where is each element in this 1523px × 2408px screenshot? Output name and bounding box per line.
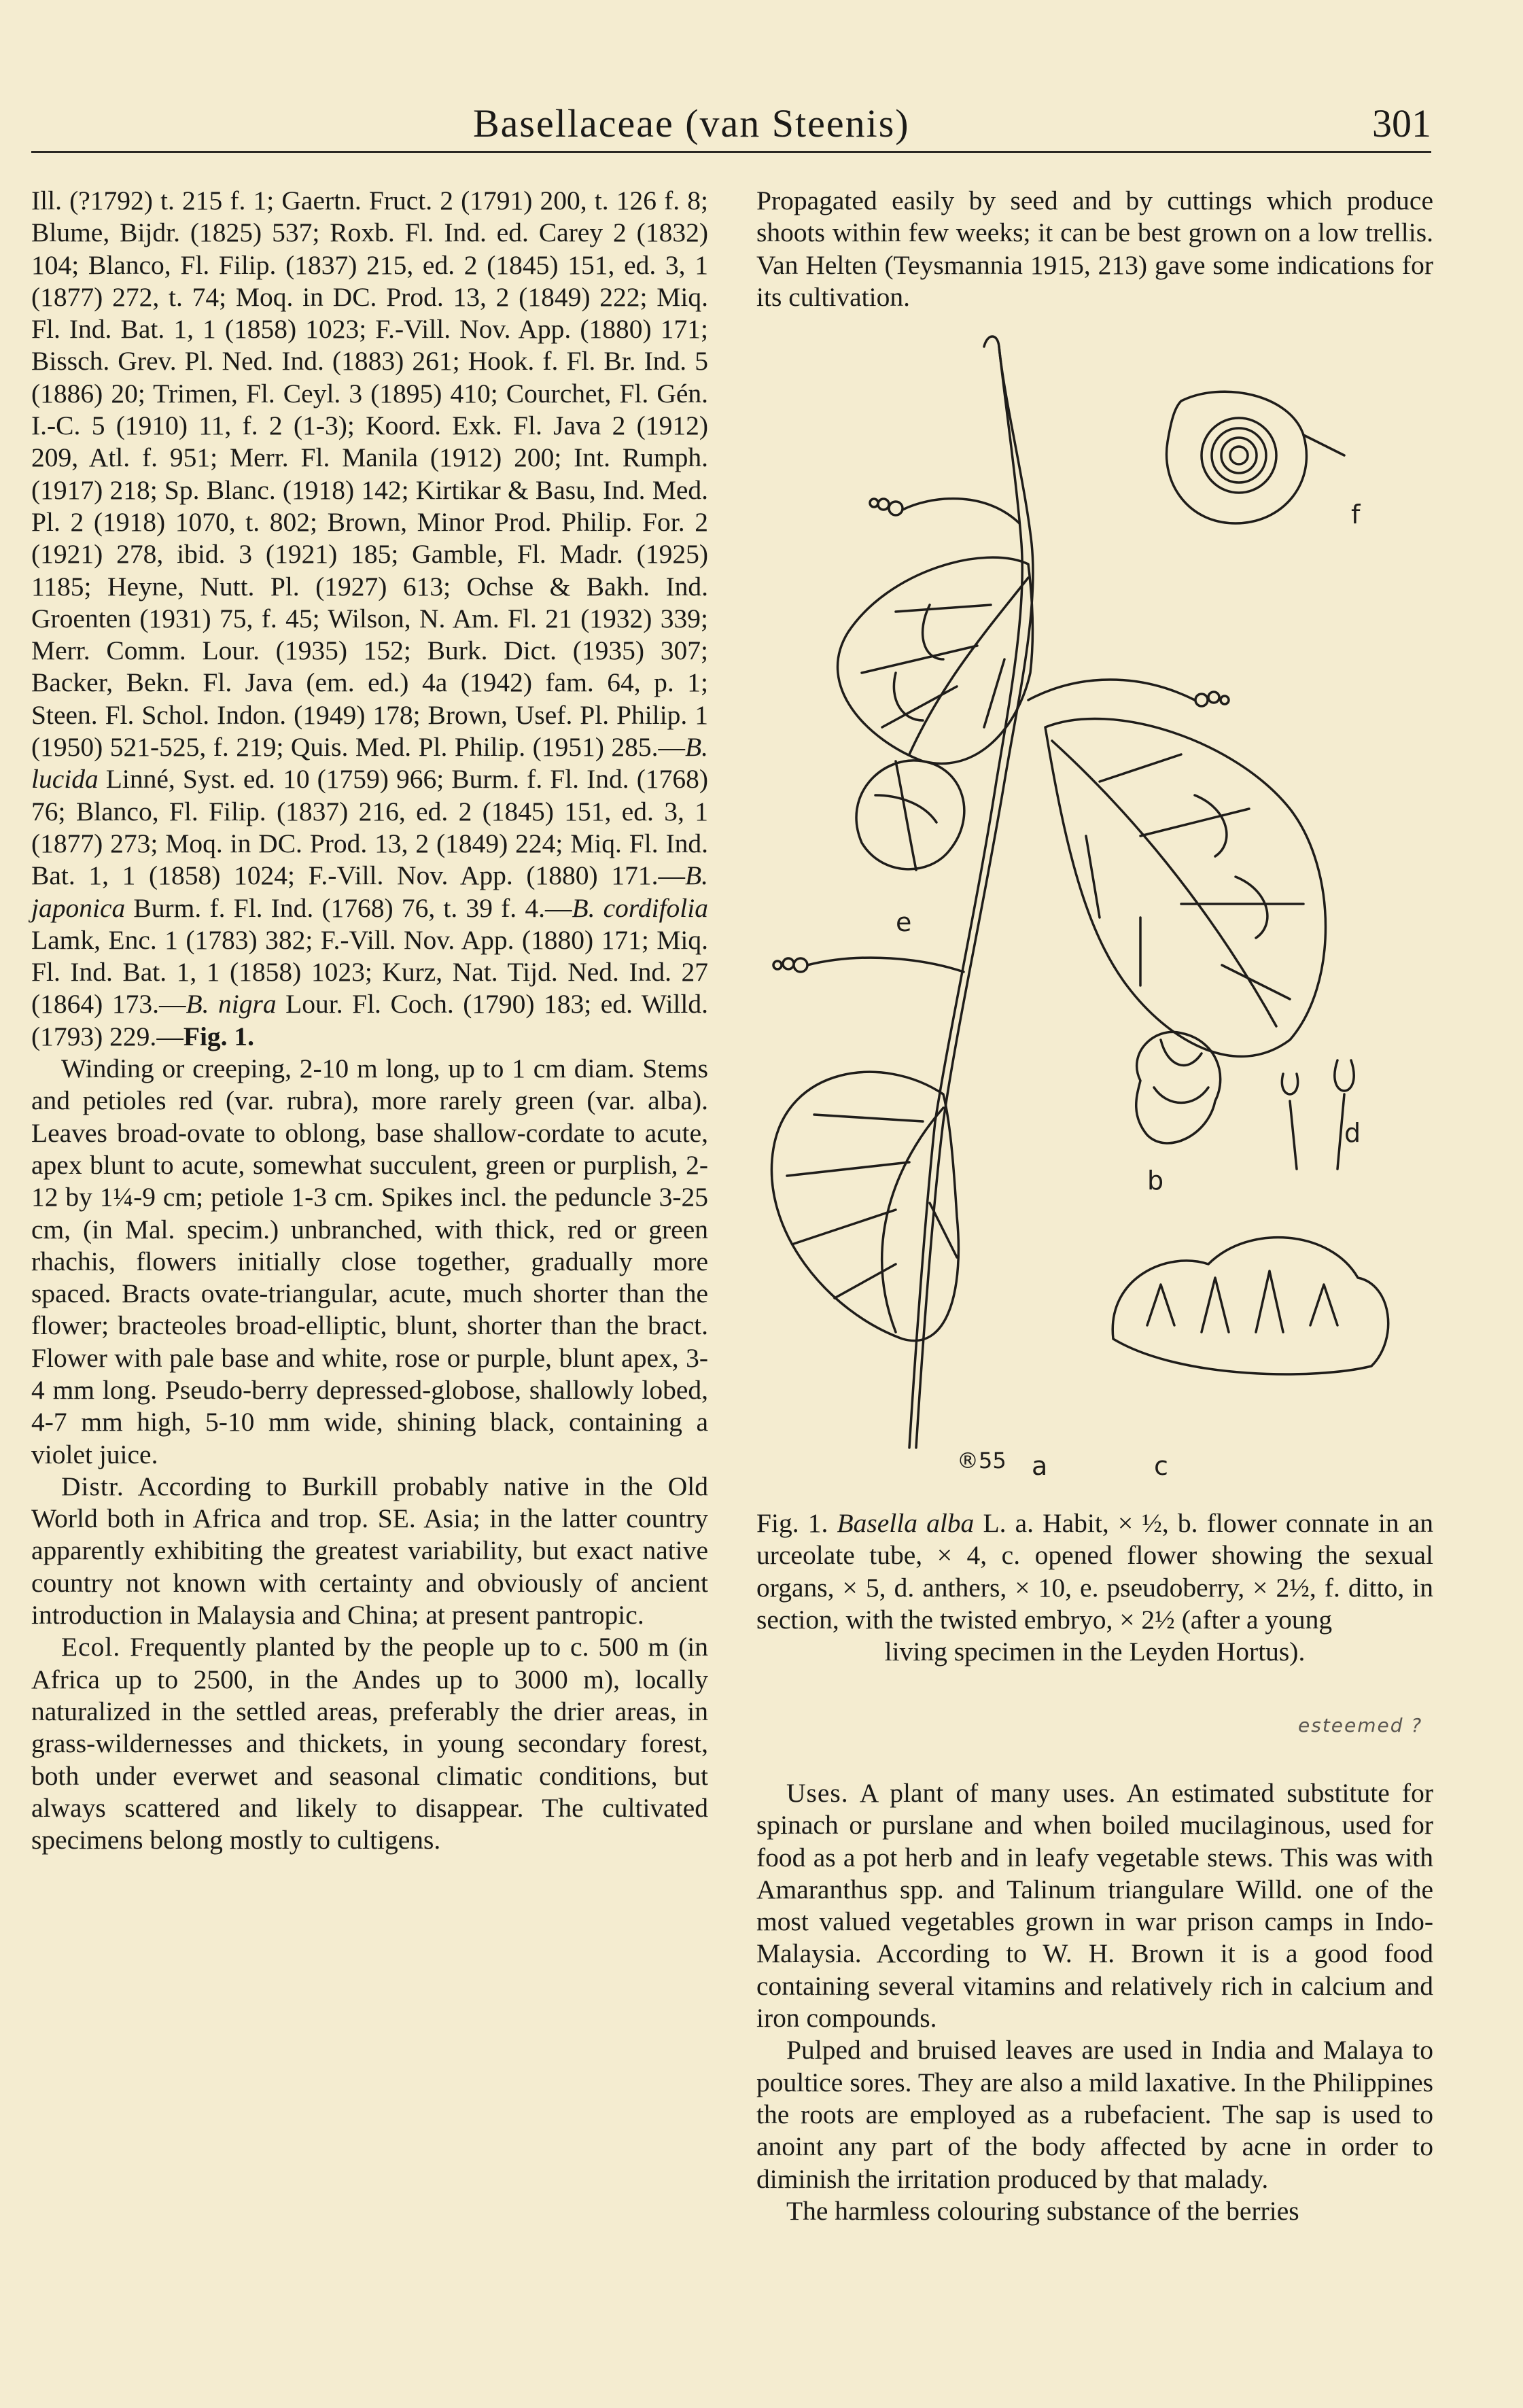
left-column (31, 185, 708, 1856)
label-d: d (1344, 1118, 1361, 1148)
basella-illustration (760, 319, 1439, 1488)
caption-species: Basella alba (837, 1508, 975, 1538)
label-e: e (896, 907, 912, 937)
colouring-paragraph: The harmless colouring substance of the berries (786, 2195, 1299, 2226)
description-paragraph: Winding or creeping, 2-10 m long, up to 1 cm diam. Stems and petioles red (var. rubra), more rarely green (var. alba). Leaves broad-ovate to oblong, base shallow-cordate to acute, apex blunt to acute, somewhat succulent, green or purplish, 2-12 by 1¼-9 cm; petiole 1-3 cm. Spikes incl. the peduncle 3-25 cm, (in Mal. specim.) unbranched, with thick, red or green rhachis, flowers initially close together, gradually more spaced. Bracts ovate-triangular, acute, much shorter than the flower; bracteoles broad-elliptic, blunt, shorter than the bract. Flower with pale base and white, rose or purple, blunt apex, 3-4 mm long. Pseudo-berry depressed-globose, shallowly lobed, 4-7 mm high, 5-10 mm wide, shining black, containing a violet juice. (31, 1053, 708, 1469)
distribution-paragraph (31, 1471, 708, 1631)
handwritten-note: esteemed ? (1298, 1714, 1423, 1737)
main-stem (916, 336, 1033, 1448)
synonym-nigra: B. nigra (186, 989, 277, 1019)
figure-caption (756, 1507, 1433, 1668)
leaf-lower (771, 1072, 958, 1340)
right-column-bottom (756, 1777, 1433, 2227)
pseudoberry-section-f (1166, 391, 1344, 523)
ecology-paragraph (31, 1631, 708, 1856)
synonym-lucida-refs: Linné, Syst. ed. 10 (1759) 966; Burm. f. Fl. Ind. (1768) 76; Blanco, Fl. Filip. (1837) 216, ed. 2 (1845) 151, ed. 3, 1 (1877) 273; Moq. in DC. Prod. 13, 2 (1849) 224; Miq. Fl. Ind. Bat. 1, 1 (1858) 1024; F.-Vill. Nov. App. (1880) 171. (31, 764, 709, 891)
illustrator-signature: ®55 (957, 1448, 1006, 1473)
caption-last-line: living specimen in the Leyden Hortus). (884, 1637, 1306, 1667)
synonym-cordifolia: B. cordifolia (572, 892, 708, 923)
ecol-text: Frequently planted by the people up to c. 500 m (in Africa up to 2500, in the Andes up to 3000 m), locally naturalized in the settled areas, preferably the drier areas, in grass-wildernesses and thickets, in young secondary forest, both under everwet and seasonal climatic conditions, but always scattered and likely to disappear. The cultivated specimens belong mostly to cultigens. (31, 1632, 708, 1855)
pulped-paragraph: Pulped and bruised leaves are used in India and Malaya to poultice sores. They are also a mild laxative. In the Philippines the roots are employed as a rubefacient. The sap is used to anoint any part of the body affected by acne in order to diminish the irritation produced by that malady. (756, 2035, 1433, 2194)
synonym-nigra-refs: Lour. Fl. Coch. (1790) 183; ed. Willd. (1793) 229. (31, 989, 708, 1051)
synonym-japonica: B. japonica (31, 860, 708, 923)
figure-reference: Fig. 1. (183, 1021, 255, 1051)
running-title: Basellaceae (van Steenis) (473, 101, 910, 145)
right-column-top (756, 185, 1433, 313)
distr-heading: Distr. (61, 1471, 124, 1501)
label-a: a (1032, 1451, 1048, 1481)
distr-text: According to Burkill probably native in the Old World both in Africa and trop. SE. Asia; in the latter country apparently exhibiting the greatest variability, but exact native country not known with certainty and obviously of ancient introduction in Malaysia and China; at present pantropic. (31, 1471, 708, 1630)
header-rule (31, 151, 1431, 153)
opened-flower-c (1113, 1238, 1388, 1374)
synonym-cordifolia-refs: Lamk, Enc. 1 (1783) 382; F.-Vill. Nov. App. (1880) 171; Miq. Fl. Ind. Bat. 1, 1 (1858) 1023; Kurz, Nat. Tijd. Ned. Ind. 27 (1864) 173. (31, 924, 708, 1019)
anthers-d (1282, 1060, 1354, 1169)
citation-block: Ill. (?1792) t. 215 f. 1; Gaertn. Fruct. 2 (1791) 200, t. 126 f. 8; Blume, Bijdr. (1825) 537; Roxb. Fl. Ind. ed. Carey 2 (1832) 104; Blanco, Fl. Filip. (1837) 215, ed. 2 (1845) 151, ed. 3, 1 (1877) 272, t. 74; Moq. in DC. Prod. 13, 2 (1849) 222; Miq. Fl. Ind. Bat. 1, 1 (1858) 1023; F.-Vill. Nov. App. (1880) 171; Bissch. Grev. Pl. Ned. Ind. (1883) 261; Hook. f. Fl. Br. Ind. 5 (1886) 20; Trimen, Fl. Ceyl. 3 (1895) 410; Courchet, Fl. Gén. I.-C. 5 (1910) 11, f. 2 (1-3); Koord. Exk. Fl. Java 2 (1912) 209, Atl. f. 951; Merr. Fl. Manila (1912) 200; Int. Rumph. (1917) 218; Sp. Blanc. (1918) 142; Kirtikar & Basu, Ind. Med. Pl. 2 (1918) 1070, t. 802; Brown, Minor Prod. Philip. For. 2 (1921) 278, ibid. 3 (1921) 185; Gamble, Fl. Madr. (1925) 1185; Heyne, Nutt. Pl. (1927) 613; Ochse & Bakh. Ind. Groenten (1931) 75, f. 45; Wilson, N. Am. Fl. 21 (1932) 339; Merr. Comm. Lour. (1935) 152; Burk. Dict. (1935) 307; Backer, Bekn. Fl. Java (em. ed.) 4a (1942) fam. 64, p. 1; Steen. Fl. Schol. Indon. (1949) 178; Brown, Usef. Pl. Philip. 1 (1950) 521-525, f. 219; Quis. Med. Pl. Philip. (1951) 285.—B. lucida Linné, Syst. ed. 10 (1759) 966; Burm. f. Fl. Ind. (1768) 76; Blanco, Fl. Filip. (1837) 216, ed. 2 (1845) 151, ed. 3, 1 (1877) 273; Moq. in DC. Prod. 13, 2 (1849) 224; Miq. Fl. Ind. Bat. 1, 1 (1858) 1024; F.-Vill. Nov. App. (1880) 171.—B. japonica Burm. f. Fl. Ind. (1768) 76, t. 39 f. 4.—B. cordifolia Lamk, Enc. 1 (1783) 382; F.-Vill. Nov. App. (1880) 171; Miq. Fl. Ind. Bat. 1, 1 (1858) 1023; Kurz, Nat. Tijd. Ned. Ind. 27 (1864) 173.—B. nigra Lour. Fl. Coch. (1790) 183; ed. Willd. (1793) 229.—Fig. 1. (31, 186, 709, 1051)
label-f: f (1351, 500, 1361, 529)
propagation-paragraph: Propagated easily by seed and by cuttings which produce shoots within few weeks; it can be best grown on a low trellis. Van Helten (Teysmannia 1915, 213) gave some indications for its cultivation. (756, 186, 1433, 312)
uses-text: A plant of many uses. An estimated substitute for spinach or purslane and when boiled mucilaginous, used for food as a pot herb and in leafy vegetable stews. This was with Amaranthus spp. and Talinum triangulare Willd. one of the most valued vegetables grown in war prison camps in Indo-Malaysia. According to W. H. Brown it is a good food containing several vitamins and relatively rich in calcium and iron compounds. (756, 1778, 1433, 2034)
page-number: 301 (1372, 101, 1431, 145)
caption-text: L. a. Habit, × ½, b. flower connate in an urceolate tube, × 4, c. opened flower showing the sexual organs, × 5, d. anthers, × 10, e. pseudoberry, × 2½, f. ditto, in section, with the twisted embryo, × 2½ (after a young (756, 1508, 1434, 1635)
caption-label: Fig. 1. (756, 1508, 828, 1538)
uses-heading: Uses. (786, 1778, 849, 1808)
synonym-japonica-refs: Burm. f. Fl. Ind. (1768) 76, t. 39 f. 4. (133, 892, 545, 923)
label-c: c (1154, 1451, 1168, 1481)
flower-b (1136, 1032, 1221, 1143)
label-b: b (1147, 1166, 1164, 1196)
leaf-right (1045, 718, 1326, 1056)
citations: Ill. (?1792) t. 215 f. 1; Gaertn. Fruct. 2 (1791) 200, t. 126 f. 8; Blume, Bijdr. (1825) 537; Roxb. Fl. Ind. ed. Carey 2 (1832) 104; Blanco, Fl. Filip. (1837) 215, ed. 2 (1845) 151, ed. 3, 1 (1877) 272, t. 74; Moq. in DC. Prod. 13, 2 (1849) 222; Miq. Fl. Ind. Bat. 1, 1 (1858) 1023; F.-Vill. Nov. App. (1880) 171; Bissch. Grev. Pl. Ned. Ind. (1883) 261; Hook. f. Fl. Br. Ind. 5 (1886) 20; Trimen, Fl. Ceyl. 3 (1895) 410; Courchet, Fl. Gén. I.-C. 5 (1910) 11, f. 2 (1-3); Koord. Exk. Fl. Java 2 (1912) 209, Atl. f. 951; Merr. Fl. Manila (1912) 200; Int. Rumph. (1917) 218; Sp. Blanc. (1918) 142; Kirtikar & Basu, Ind. Med. Pl. 2 (1918) 1070, t. 802; Brown, Minor Prod. Philip. For. 2 (1921) 278, ibid. 3 (1921) 185; Gamble, Fl. Madr. (1925) 1185; Heyne, Nutt. Pl. (1927) 613; Ochse & Bakh. Ind. Groenten (1931) 75, f. 45; Wilson, N. Am. Fl. 21 (1932) 339; Merr. Comm. Lour. (1935) 152; Burk. Dict. (1935) 307; Backer, Bekn. Fl. Java (em. ed.) 4a (1942) fam. 64, p. 1; Steen. Fl. Schol. Indon. (1949) 178; Brown, Usef. Pl. Philip. 1 (1950) 521-525, f. 219; Quis. Med. Pl. Philip. (1951) 285. (31, 186, 708, 763)
synonym-lucida: B. lucida (31, 732, 708, 795)
page-header (31, 101, 1431, 155)
ecol-heading: Ecol. (61, 1632, 121, 1662)
uses-paragraph (756, 1777, 1433, 2034)
pseudoberry-e (856, 761, 964, 870)
